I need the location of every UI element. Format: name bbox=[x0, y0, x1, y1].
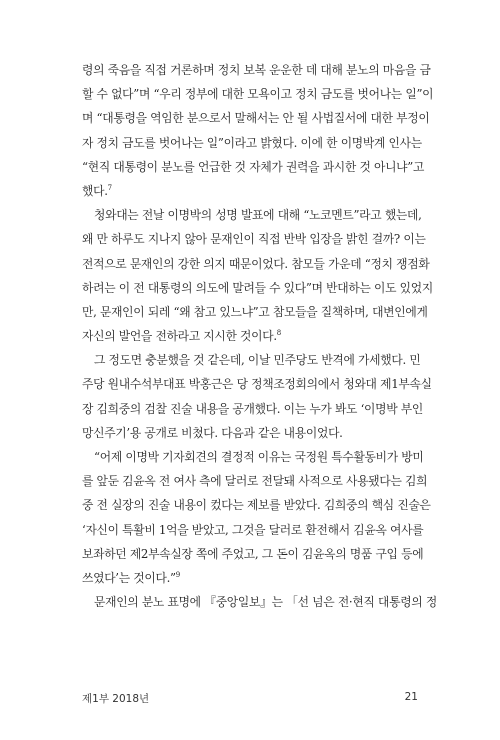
text-line: 하려는 이 전 대통령의 의도에 말려들 수 있다”며 반대하는 이도 있었지 bbox=[82, 280, 433, 295]
text-line: 할 수 없다”며 “우리 정부에 대한 모욕이고 정치 금도를 벗어나는 일”이 bbox=[82, 87, 434, 102]
footnote-marker: 8 bbox=[276, 329, 281, 338]
text-line: 만, 문재인이 되레 “왜 참고 있느냐”고 참모들을 질책하며, 대변인에게 bbox=[82, 304, 428, 319]
text-line: ‘자신이 특활비 1억을 받았고, 그것을 달러로 환전해서 김윤옥 여사를 bbox=[82, 522, 424, 537]
page-number: 21 bbox=[404, 691, 418, 703]
text-line: 그 정도면 충분했을 것 같은데, 이날 민주당도 반격에 가세했다. 민 bbox=[94, 353, 421, 368]
text-line bbox=[82, 179, 418, 203]
text-line: 망신주기’용 공개로 비쳤다. 다음과 같은 내용이었다. bbox=[82, 425, 343, 440]
body-text bbox=[82, 58, 437, 614]
footnote-marker: 9 bbox=[175, 571, 180, 580]
text-line: 주당 원내수석부대표 박홍근은 당 정책조정회의에서 청와대 제1부속실 bbox=[82, 377, 432, 392]
footnote-marker: 7 bbox=[107, 184, 112, 193]
text-line: 장 김희중의 검찰 진술 내용을 공개했다. 이는 누가 봐도 ‘이명박 부인 bbox=[82, 401, 423, 416]
text-line: “어제 이명박 기자회견의 결정적 이유는 국정원 특수활동비가 방미 bbox=[94, 450, 424, 464]
text-line: 전적으로 문재인의 강한 의지 때문이었다. 참모들 가운데 “정치 쟁점화 bbox=[82, 256, 430, 271]
text-line: 문재인의 분노 표명에 『중앙일보』는 「선 넘은 전·현직 대통령의 정 bbox=[94, 595, 437, 610]
text-line-content: 자신의 발언을 전하라고 지시한 것이다. bbox=[82, 329, 277, 344]
text-line: 청와대는 전날 이명박의 성명 발표에 대해 “노코멘트”라고 했는데, bbox=[94, 208, 422, 223]
text-line bbox=[82, 566, 418, 590]
page-footer bbox=[82, 691, 418, 707]
text-line: “현직 대통령이 분노를 언급한 것 자체가 권력을 과시한 것 아니냐”고 bbox=[82, 159, 425, 174]
text-line: 중 전 실장의 진술 내용이 컸다는 제보를 받았다. 김희중의 핵심 진술은 bbox=[82, 498, 431, 513]
text-line: 보좌하던 제2부속실장 쪽에 주었고, 그 돈이 김윤옥의 명품 구입 등에 bbox=[82, 546, 424, 561]
text-line bbox=[82, 324, 418, 348]
text-line-content: 쓰였다’는 것이다.” bbox=[82, 570, 176, 585]
text-line: 며 “대통령을 역임한 분으로서 말해서는 안 될 사법질서에 대한 부정이 bbox=[82, 111, 430, 126]
text-line-content: 했다. bbox=[82, 183, 108, 198]
text-line: 령의 죽음을 직접 거론하며 정치 보복 운운한 데 대해 분노의 마음을 금 bbox=[82, 63, 431, 77]
text-line: 를 앞둔 김윤옥 전 여사 측에 달러로 전달돼 사적으로 사용됐다는 김희 bbox=[82, 474, 428, 489]
section-title: 제1부 2018년 bbox=[82, 693, 150, 705]
text-line: 자 정치 금도를 벗어나는 일”이라고 밝혔다. 이에 한 이명박계 인사는 bbox=[82, 135, 422, 150]
text-line: 왜 만 하루도 지나지 않아 문재인이 직접 반박 입장을 밝힌 걸까? 이는 bbox=[82, 232, 426, 247]
